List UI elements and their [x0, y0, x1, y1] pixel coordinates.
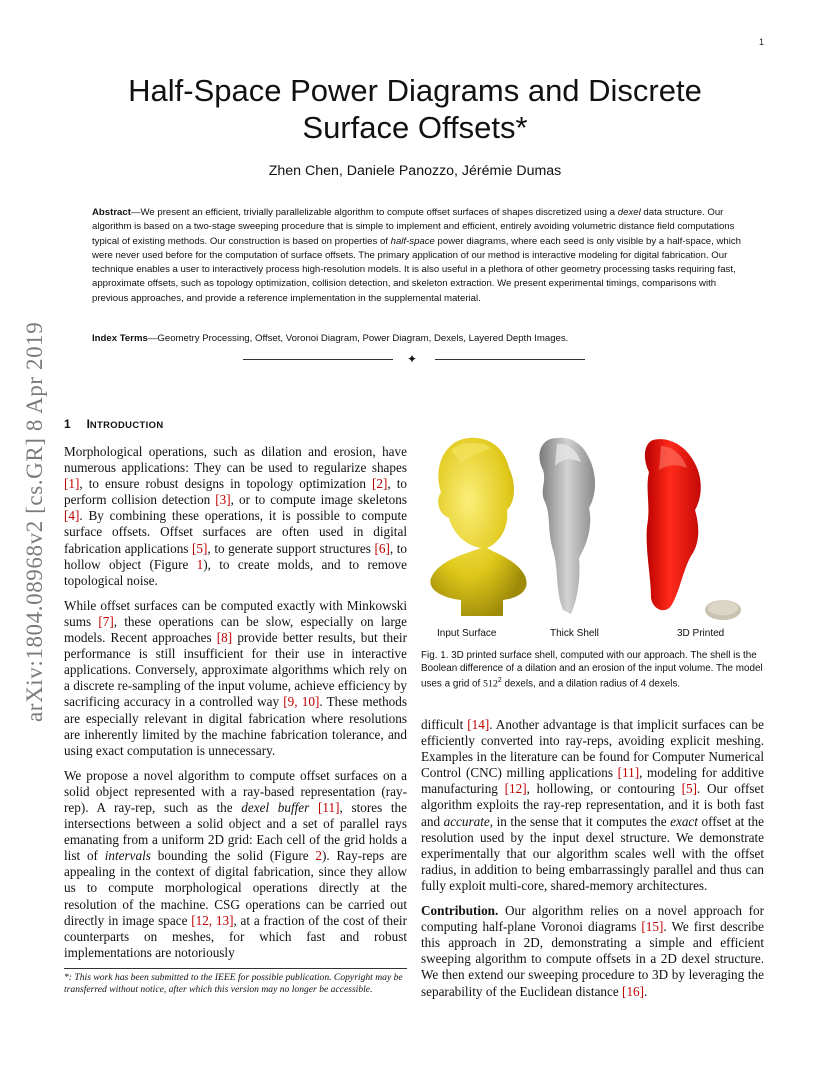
citation-link[interactable]: [5]: [192, 540, 208, 556]
citation-link[interactable]: [1]: [64, 476, 80, 492]
citation-link[interactable]: [6]: [374, 540, 390, 556]
figure-1: [421, 430, 766, 642]
citation-link[interactable]: [8]: [216, 630, 233, 646]
paragraph: We propose a novel algorithm to compute offset surfaces on a solid object represented with a ray-based representation (ray-rep). A ray-rep, such as the dexel buffer [11], stores the intersections between a solid object and a set of parallel rays emanating from a uniform 2D grid: Each cell of the grid holds a list of intervals bounding the solid (Figure 2). Ray-reps are appealing in the context of digital fabrication, since they allow us to compute morphological operations directly at the resolution of the machine. CSG operations can be carried out directly in image space [12, 13], at a fraction of the cost of their counterparts on meshes, for which fast and robust implementations are notoriously: [64, 767, 408, 960]
citation-link[interactable]: [11]: [317, 799, 340, 815]
citation-link[interactable]: [12, 13]: [191, 912, 234, 928]
footnote: *: This work has been submitted to the IEEE for possible publication. Copyright may be transferred without notice, after which this version may no longer be accessible.: [64, 972, 403, 995]
citation-link[interactable]: [5]: [681, 781, 697, 797]
section-number: 1: [64, 417, 71, 431]
section-title-initial: I: [86, 417, 90, 431]
paragraph: difficult [14]. Another advantage is that implicit surfaces can be efficiently converted into ray-reps, avoiding explicit meshing. Examples in the literature can be found for Computer Numerical Control (CNC) milling applications [11], modeling for additive manufacturing [12], hollowing, or contouring [5]. Our offset algorithm exploits the ray-rep representation, and it is both fast and accurate, in the sense that it computes the exact offset at the resolution used by the input dexel structure. We demonstrate experimentally that our algorithm scales well with the offset radius, in addition to being embarrassingly parallel and thus can fully exploit multi-core, shared-memory architectures.: [421, 717, 764, 893]
left-column: [64, 444, 407, 970]
abstract-text-2: data structure. Our algorithm is based on a two-stage sweeping procedure that is simple to implement and efficient, entirely avoiding volumetric distance field computations typical of existing methods. Our construction is based on properties of: [92, 207, 735, 247]
citation-link[interactable]: [9, 10]: [283, 694, 320, 710]
section-heading: [64, 417, 164, 431]
citation-link[interactable]: [4]: [64, 508, 80, 524]
citation-link[interactable]: [15]: [641, 919, 664, 935]
section-title-rest: NTRODUCTION: [89, 419, 164, 430]
figure-caption: Fig. 1. 3D printed surface shell, computed with our approach. The shell is the Boolean difference of a dilation and an erosion of the input volume. The model uses a grid of $512^2$ dexels, and a dilation radius of 4 dexels.: [421, 650, 763, 690]
abstract-label: Abstract: [92, 207, 131, 218]
arxiv-stamp: arXiv:1804.08968v2 [cs.GR] 8 Apr 2019: [22, 321, 47, 723]
citation-link[interactable]: [7]: [98, 613, 114, 629]
contribution-label: Contribution.: [421, 903, 499, 919]
page-number: 1: [758, 37, 764, 47]
citation-link[interactable]: [11]: [617, 765, 640, 781]
abstract-emph-half-space: half-space: [390, 235, 435, 247]
citation-link[interactable]: [14]: [467, 717, 490, 732]
right-column: [421, 717, 764, 1009]
paper-title: Half-Space Power Diagrams and Discrete Surface Offsets*: [128, 73, 702, 145]
abstract: [92, 206, 742, 306]
figure-1-image: [421, 430, 766, 626]
figure-label-3d-printed: 3D Printed: [677, 628, 725, 639]
paragraph: Contribution. Our algorithm relies on a novel approach for computing half-plane Voronoi diagrams [15]. We first describe this approach in 2D, demonstrating a simple and efficient sweeping algorithm to compute offsets in a 2D dexel structure. We then extend our sweeping procedure to 3D by leveraging the separability of the Euclidean distance [16].: [421, 903, 765, 999]
citation-link[interactable]: [16]: [622, 983, 645, 999]
3d-printed-model: [645, 439, 741, 620]
abstract-text-3: power diagrams, where each seed is only visible by a half-space, which were never used before for the computation of surface offsets. The primary application of our method is interactive modeling for digital fabrication. Our technique enables a user to interactively process high-resolution models. It is also useful in a plethora of other geometry processing tasks requiring fast, approximate offsets, such as topology optimization, collision detection, and skeleton extraction. We present experimental timings, comparisons with previous approaches, and provide a reference implementation in the supplemental material.: [92, 235, 741, 304]
emphasis: accurate: [443, 813, 490, 829]
index-terms: [92, 332, 742, 346]
emphasis: exact: [670, 813, 698, 829]
citation-link[interactable]: [12]: [504, 781, 527, 797]
section-divider: [243, 353, 585, 365]
citation-link[interactable]: [3]: [215, 492, 231, 508]
figure-label-thick-shell: Thick Shell: [550, 628, 599, 639]
paragraph: Morphological operations, such as dilation and erosion, have numerous applications: They can be used to regularize shapes [1], to ensure robust designs in topology optimization [2], to perform collision detection [3], or to compute image skeletons [4]. By combining these operations, it is possible to compute surface offsets. Offset surfaces are often used in digital fabrication applications [5], to generate support structures [6], to hollow object (Figure 1), to create molds, and to remove topological noise.: [64, 444, 407, 588]
thick-shell-model: [539, 438, 595, 614]
author-list: Zhen Chen, Daniele Panozzo, Jérémie Dumas: [268, 163, 562, 179]
citation-link[interactable]: 1: [196, 556, 204, 572]
citation-link[interactable]: [2]: [372, 476, 388, 492]
emphasis: dexel buffer: [241, 799, 310, 815]
index-terms-text: —Geometry Processing, Offset, Voronoi Diagram, Power Diagram, Dexels, Layered Depth Images.: [147, 333, 569, 344]
paragraph: While offset surfaces can be computed exactly with Minkowski sums [7], these operations can be slow, especially on large models. Recent approaches [8] provide better results, but their performance is still insufficient for their use in interactive applications. Conversely, approximate algorithms which rely on a discrete re-sampling of the input volume, achieve efficiency by sacrificing accuracy in a controlled way [9, 10]. These methods are especially relevant in digital fabrication where resolutions are inherently limited by the machine fabrication tolerance, and using exact computation is unnecessary.: [64, 597, 408, 758]
footnote-rule: [64, 968, 407, 969]
citation-link[interactable]: 2: [315, 848, 322, 864]
input-surface-model: [430, 438, 526, 616]
figure-label-input-surface: Input Surface: [437, 628, 497, 639]
abstract-text-1: —We present an efficient, trivially parallelizable algorithm to compute offset surfaces of shapes discretized using a: [130, 207, 618, 218]
diamond-icon: ✦: [407, 352, 418, 366]
emphasis: intervals: [104, 848, 151, 864]
abstract-emph-dexel: dexel: [617, 207, 641, 218]
index-terms-label: Index Terms: [92, 333, 148, 344]
